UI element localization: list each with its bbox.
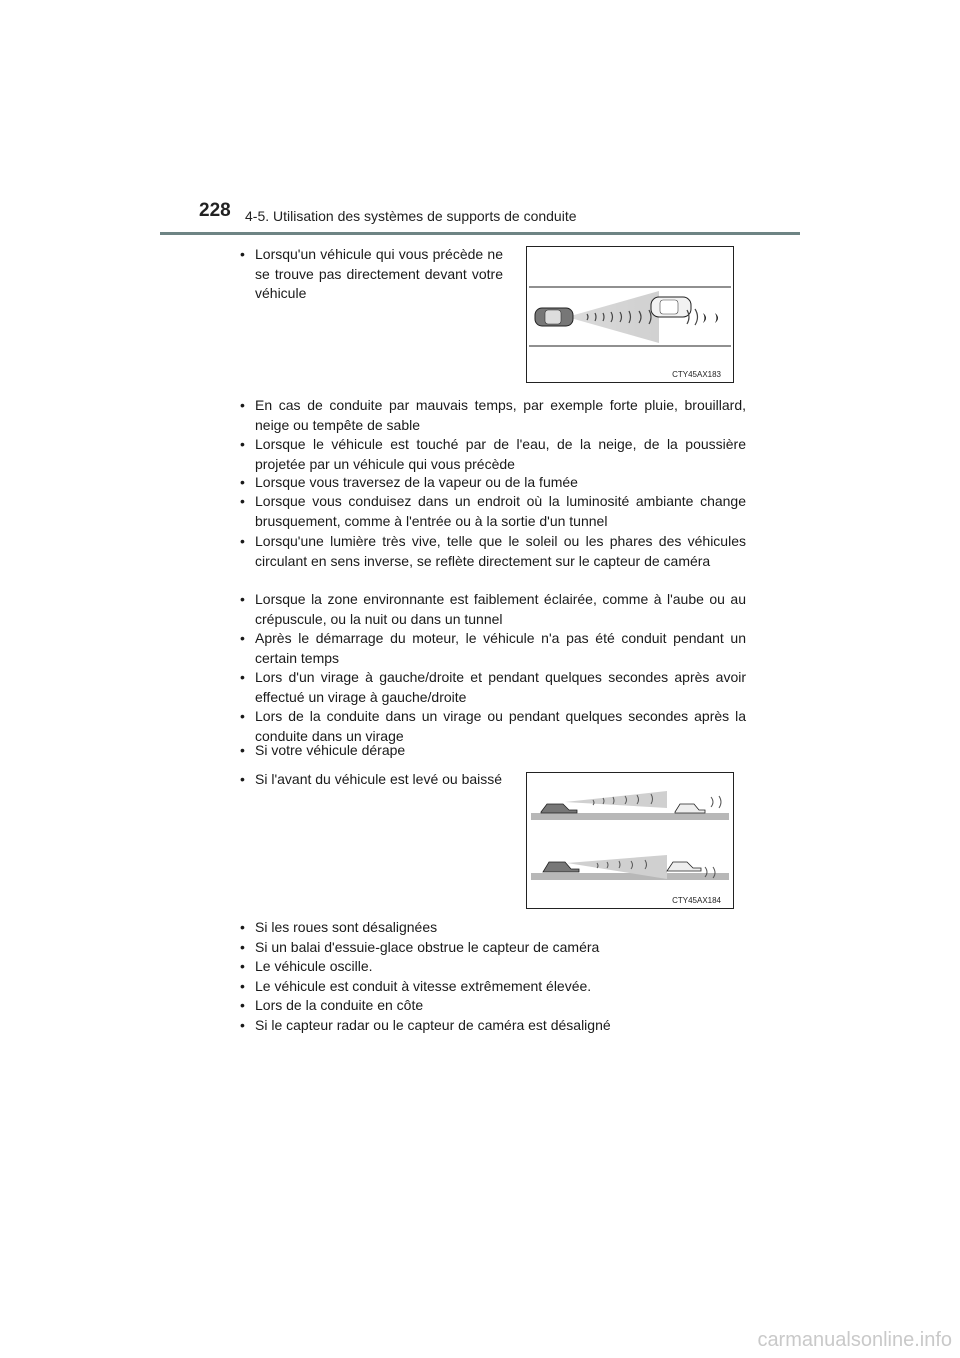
list-item: • Si l'avant du véhicule est levé ou baissé [237, 770, 503, 790]
section-title: 4-5. Utilisation des systèmes de supports de conduite [245, 208, 577, 224]
list-item: • Le véhicule est conduit à vitesse extrêmement élevée. [237, 977, 746, 997]
list-item: • Le véhicule oscille. [237, 957, 746, 977]
figure-code: CTY45AX183 [672, 370, 721, 379]
radar-offset-illustration [527, 247, 733, 382]
list-item: • Si le capteur radar ou le capteur de caméra est désaligné [237, 1016, 746, 1036]
list-item: • Lors de la conduite dans un virage ou pendant quelques secondes après la conduite dans un virage [237, 707, 746, 746]
list-item: • En cas de conduite par mauvais temps, par exemple forte pluie, brouillard, neige ou tempête de sable [237, 396, 746, 435]
figure-vehicle-pitch [526, 772, 734, 909]
own-car-icon [535, 308, 573, 326]
list-item: • Lorsqu'une lumière très vive, telle que le soleil ou les phares des véhicules circulant en sens inverse, se reflète directement sur le capteur de caméra [237, 532, 746, 571]
preceding-car-icon [667, 862, 701, 871]
page-number: 228 [199, 200, 231, 221]
figure-radar-offset-vehicle [526, 246, 734, 383]
list-item: • Lorsque le véhicule est touché par de l'eau, de la neige, de la poussière projetée par un véhicule qui vous précède [237, 435, 746, 474]
preceding-car-icon [675, 804, 705, 813]
list-item: • Lorsqu'un véhicule qui vous précède ne se trouve pas directement devant votre véhicule [237, 245, 503, 304]
list-item: • Si les roues sont désalignées [237, 918, 746, 938]
own-car-icon [541, 804, 577, 813]
watermark: carmanualsonline.info [757, 1329, 952, 1351]
list-item: • Lors de la conduite en côte [237, 996, 746, 1016]
vehicle-pitch-illustration [527, 773, 733, 908]
list-item: • Lorsque la zone environnante est faiblement éclairée, comme à l'aube ou au crépuscule, ou la nuit ou dans un tunnel [237, 590, 746, 629]
figure-code: CTY45AX184 [672, 896, 721, 905]
list-item: • Après le démarrage du moteur, le véhicule n'a pas été conduit pendant un certain temps [237, 629, 746, 668]
list-item: • Si un balai d'essuie-glace obstrue le capteur de caméra [237, 938, 746, 958]
list-item: • Lorsque vous conduisez dans un endroit où la luminosité ambiante change brusquement, comme à l'entrée ou à la sortie d'un tunnel [237, 492, 746, 531]
radar-wave-icon [703, 313, 718, 323]
list-item: • Lorsque vous traversez de la vapeur ou de la fumée [237, 473, 746, 493]
header-rule [160, 232, 800, 235]
preceding-car-icon [651, 297, 691, 317]
list-item: • Si votre véhicule dérape [237, 741, 746, 761]
list-item: • Lors d'un virage à gauche/droite et pendant quelques secondes après avoir effectué un virage à gauche/droite [237, 668, 746, 707]
